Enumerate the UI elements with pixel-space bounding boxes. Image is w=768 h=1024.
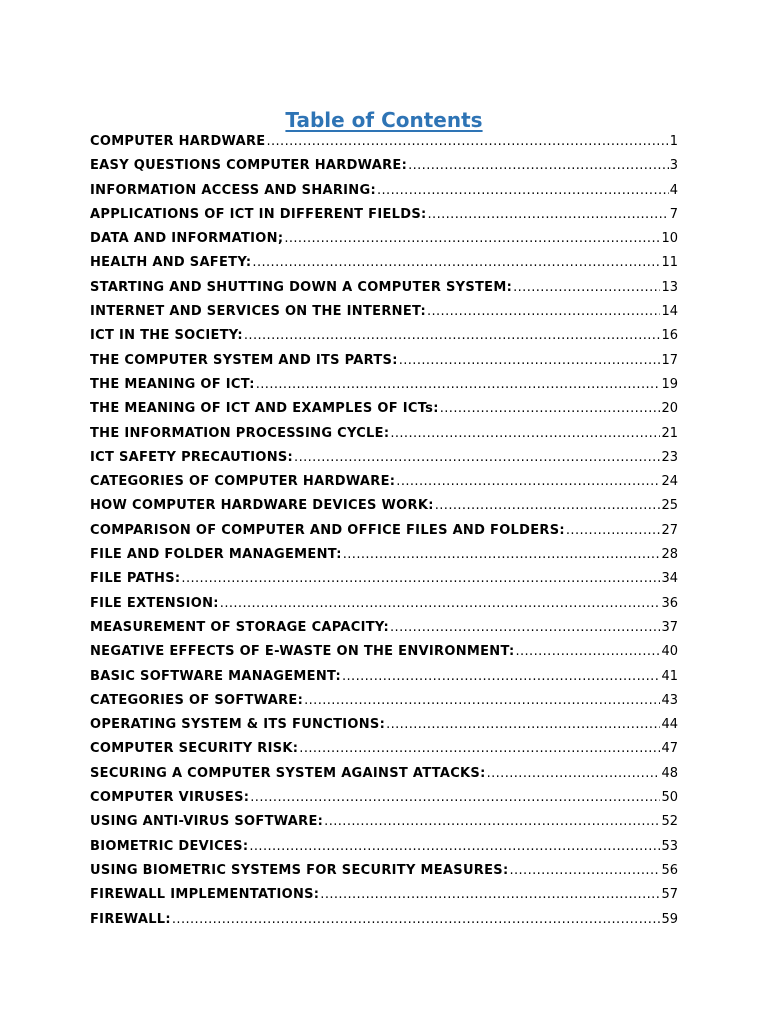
toc-entry[interactable]	[90, 543, 678, 567]
toc-entry-label[interactable]: CATEGORIES OF SOFTWARE:	[90, 692, 304, 708]
toc-entry[interactable]	[90, 397, 678, 421]
toc-entry-label[interactable]: FIREWALL:	[90, 911, 171, 927]
toc-entry-page-number[interactable]: 19	[661, 376, 678, 392]
toc-entry[interactable]	[90, 737, 678, 761]
toc-dot-leader	[249, 835, 660, 859]
toc-entry[interactable]	[90, 203, 678, 227]
toc-entry[interactable]	[90, 689, 678, 713]
toc-entry-label[interactable]: COMPUTER SECURITY RISK:	[90, 741, 299, 757]
toc-entry-page-number[interactable]: 44	[661, 717, 678, 733]
toc-entry-page-number[interactable]: 48	[661, 765, 678, 781]
toc-entry[interactable]	[90, 300, 678, 324]
toc-entry-label[interactable]: FIREWALL IMPLEMENTATIONS:	[90, 887, 320, 903]
toc-dot-leader	[428, 203, 669, 227]
toc-entry[interactable]	[90, 446, 678, 470]
toc-entry[interactable]	[90, 835, 678, 859]
toc-list	[90, 130, 678, 932]
toc-dot-leader	[320, 883, 660, 907]
toc-entry-page-number[interactable]: 23	[661, 449, 678, 465]
toc-entry-page-number[interactable]: 41	[661, 668, 678, 684]
toc-entry[interactable]	[90, 592, 678, 616]
toc-entry-label[interactable]: EASY QUESTIONS COMPUTER HARDWARE:	[90, 158, 408, 174]
toc-entry-page-number[interactable]: 7	[669, 206, 678, 222]
toc-entry-page-number[interactable]: 59	[661, 911, 678, 927]
toc-entry-page-number[interactable]: 17	[661, 352, 678, 368]
toc-entry[interactable]	[90, 859, 678, 883]
toc-entry-page-number[interactable]: 43	[661, 692, 678, 708]
toc-dot-leader	[250, 786, 660, 810]
toc-entry-page-number[interactable]: 52	[661, 814, 678, 830]
toc-dot-leader	[399, 349, 661, 373]
toc-entry[interactable]	[90, 713, 678, 737]
toc-dot-leader	[324, 810, 660, 834]
toc-entry[interactable]	[90, 251, 678, 275]
toc-entry-label[interactable]: HOW COMPUTER HARDWARE DEVICES WORK:	[90, 498, 434, 514]
toc-entry[interactable]	[90, 373, 678, 397]
toc-entry-label[interactable]: USING BIOMETRIC SYSTEMS FOR SECURITY MEASURES:	[90, 862, 509, 878]
toc-dot-leader	[244, 324, 661, 348]
toc-dot-leader	[266, 130, 668, 154]
toc-entry-label[interactable]: DATA AND INFORMATION;	[90, 231, 284, 247]
toc-entry-label[interactable]: APPLICATIONS OF ICT IN DIFFERENT FIELDS:	[90, 206, 427, 222]
toc-dot-leader	[181, 567, 660, 591]
toc-dot-leader	[386, 713, 660, 737]
toc-entry-label[interactable]: COMPUTER VIRUSES:	[90, 790, 250, 806]
toc-entry-page-number[interactable]: 25	[661, 498, 678, 514]
toc-entry-page-number[interactable]: 24	[661, 474, 678, 490]
toc-entry-label[interactable]: NEGATIVE EFFECTS OF E-WASTE ON THE ENVIRONMENT:	[90, 644, 515, 660]
toc-entry-label[interactable]: COMPUTER HARDWARE	[90, 134, 266, 149]
toc-entry[interactable]	[90, 422, 678, 446]
toc-dot-leader	[408, 154, 669, 178]
toc-entry-label[interactable]: FILE EXTENSION:	[90, 595, 219, 611]
toc-entry-page-number[interactable]: 50	[661, 790, 678, 806]
toc-entry-label[interactable]: MEASUREMENT OF STORAGE CAPACITY:	[90, 619, 389, 635]
toc-entry[interactable]	[90, 470, 678, 494]
toc-entry-page-number[interactable]: 34	[661, 571, 678, 587]
toc-entry-page-number[interactable]: 57	[661, 887, 678, 903]
toc-dot-leader	[172, 908, 661, 932]
toc-entry-page-number[interactable]: 28	[661, 547, 678, 563]
toc-entry-page-number[interactable]: 16	[661, 328, 678, 344]
toc-entry[interactable]	[90, 883, 678, 907]
toc-entry-page-number[interactable]: 13	[661, 279, 678, 295]
toc-entry-page-number[interactable]: 53	[661, 838, 678, 854]
toc-dot-leader	[396, 470, 660, 494]
toc-entry-label[interactable]: CATEGORIES OF COMPUTER HARDWARE:	[90, 474, 396, 490]
toc-entry-label[interactable]: BASIC SOFTWARE MANAGEMENT:	[90, 668, 341, 684]
toc-entry[interactable]	[90, 179, 678, 203]
toc-dot-leader	[513, 276, 660, 300]
toc-dot-leader	[509, 859, 660, 883]
toc-entry[interactable]	[90, 276, 678, 300]
toc-entry-page-number[interactable]: 36	[661, 595, 678, 611]
toc-entry-page-number[interactable]: 4	[669, 182, 678, 198]
toc-entry[interactable]	[90, 324, 678, 348]
toc-dot-leader	[566, 519, 661, 543]
toc-entry-page-number[interactable]: 20	[661, 401, 678, 417]
toc-entry-page-number[interactable]: 27	[661, 522, 678, 538]
toc-dot-leader	[515, 640, 660, 664]
toc-entry-label[interactable]: USING ANTI-VIRUS SOFTWARE:	[90, 814, 324, 830]
toc-dot-leader	[294, 446, 660, 470]
toc-entry[interactable]	[90, 640, 678, 664]
toc-entry-label[interactable]: THE MEANING OF ICT:	[90, 376, 255, 392]
toc-entry-page-number[interactable]: 11	[661, 255, 678, 271]
toc-entry[interactable]	[90, 567, 678, 591]
toc-entry-label[interactable]: COMPARISON OF COMPUTER AND OFFICE FILES AND FOLDERS:	[90, 522, 565, 538]
toc-entry-label[interactable]: ICT IN THE SOCIETY:	[90, 328, 243, 344]
toc-entry-label[interactable]: INFORMATION ACCESS AND SHARING:	[90, 182, 376, 198]
toc-entry[interactable]	[90, 616, 678, 640]
toc-entry-label[interactable]: BIOMETRIC DEVICES:	[90, 838, 249, 854]
toc-entry-label[interactable]: THE MEANING OF ICT AND EXAMPLES OF ICTs:	[90, 401, 439, 417]
toc-entry[interactable]	[90, 908, 678, 932]
toc-dot-leader	[284, 227, 660, 251]
toc-dot-leader	[256, 373, 661, 397]
toc-entry-page-number[interactable]: 21	[661, 425, 678, 441]
toc-entry[interactable]	[90, 786, 678, 810]
toc-entry-page-number[interactable]: 1	[669, 134, 678, 149]
toc-dot-leader	[343, 543, 661, 567]
toc-entry-page-number[interactable]: 10	[661, 231, 678, 247]
toc-entry[interactable]	[90, 130, 678, 154]
toc-entry[interactable]	[90, 349, 678, 373]
toc-dot-leader	[487, 762, 661, 786]
toc-dot-leader	[435, 494, 661, 518]
toc-entry[interactable]	[90, 154, 678, 178]
toc-entry-label[interactable]: THE COMPUTER SYSTEM AND ITS PARTS:	[90, 352, 398, 368]
toc-dot-leader	[390, 616, 660, 640]
toc-entry-label[interactable]: ICT SAFETY PRECAUTIONS:	[90, 449, 294, 465]
toc-dot-leader	[390, 422, 660, 446]
toc-entry-label[interactable]: STARTING AND SHUTTING DOWN A COMPUTER SYSTEM:	[90, 279, 513, 295]
toc-entry-page-number[interactable]: 47	[661, 741, 678, 757]
toc-dot-leader	[427, 300, 661, 324]
toc-title[interactable]: Table of Contents	[285, 108, 483, 132]
toc-dot-leader	[342, 665, 660, 689]
toc-entry-page-number[interactable]: 14	[661, 304, 678, 320]
toc-entry[interactable]	[90, 762, 678, 786]
toc-dot-leader	[440, 397, 661, 421]
toc-entry[interactable]	[90, 494, 678, 518]
toc-entry[interactable]	[90, 519, 678, 543]
toc-dot-leader	[220, 592, 661, 616]
toc-dot-leader	[299, 737, 660, 761]
toc-entry-label[interactable]: OPERATING SYSTEM & ITS FUNCTIONS:	[90, 717, 386, 733]
toc-entry[interactable]	[90, 810, 678, 834]
toc-entry-page-number[interactable]: 56	[661, 862, 678, 878]
toc-entry-label[interactable]: SECURING A COMPUTER SYSTEM AGAINST ATTACKS:	[90, 765, 486, 781]
toc-dot-leader	[377, 179, 669, 203]
toc-entry-label[interactable]: INTERNET AND SERVICES ON THE INTERNET:	[90, 304, 426, 320]
toc-entry-page-number[interactable]: 40	[661, 644, 678, 660]
toc-dot-leader	[304, 689, 660, 713]
toc-entry-page-number[interactable]: 37	[661, 619, 678, 635]
toc-dot-leader	[252, 251, 660, 275]
toc-entry[interactable]	[90, 665, 678, 689]
toc-entry[interactable]	[90, 227, 678, 251]
toc-entry-label[interactable]: FILE AND FOLDER MANAGEMENT:	[90, 547, 342, 563]
toc-entry-page-number[interactable]: 3	[669, 158, 678, 174]
toc-entry-label[interactable]: THE INFORMATION PROCESSING CYCLE:	[90, 425, 390, 441]
toc-entry-label[interactable]: FILE PATHS:	[90, 571, 181, 587]
toc-entry-label[interactable]: HEALTH AND SAFETY:	[90, 255, 252, 271]
